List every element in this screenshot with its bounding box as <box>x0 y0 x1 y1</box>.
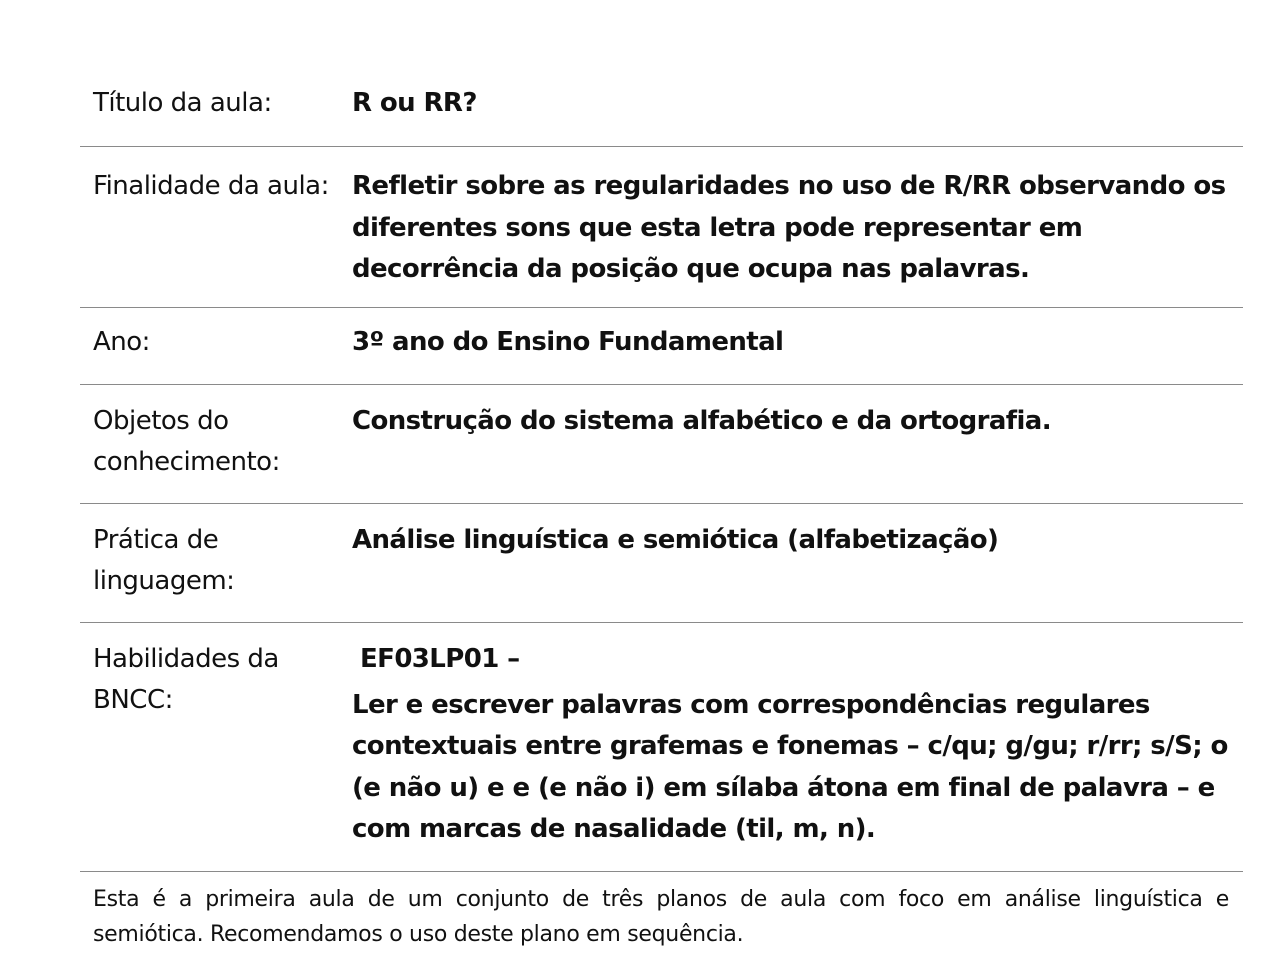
language-practice-label: Prática de linguagem: <box>93 525 235 596</box>
row-school-year <box>80 308 1243 385</box>
row-language-practice <box>80 504 1243 623</box>
school-year-value: 3º ano do Ensino Fundamental <box>352 327 784 357</box>
row-lesson-title <box>80 63 1243 147</box>
lesson-title-label: Título da aula: <box>93 88 272 118</box>
sequence-note: Esta é a primeira aula de um conjunto de três planos de aula com foco em análise linguística e semiótica. Recomendamos o uso deste plano em sequência. <box>93 887 1229 947</box>
knowledge-objects-value: Construção do sistema alfabético e da ortografia. <box>352 406 1052 436</box>
bncc-skills-label: Habilidades da BNCC: <box>93 644 279 715</box>
school-year-label: Ano: <box>93 327 150 357</box>
row-bncc-skills <box>80 623 1243 872</box>
bncc-skill-code: EF03LP01 – <box>360 644 520 674</box>
row-lesson-goal <box>80 147 1243 308</box>
lesson-info-table <box>80 63 1243 952</box>
bncc-skills-value <box>352 639 1243 871</box>
language-practice-value: Análise linguística e semiótica (alfabetização) <box>352 525 999 555</box>
bncc-skill-description: Ler e escrever palavras com correspondências regulares contextuais entre grafemas e fonemas – c/qu; g/gu; r/rr; s/S; o (e não u) e e (e não i) em sílaba átona em final de palavra – e com marcas de nasalidade (til, m, n). <box>352 689 1228 844</box>
row-knowledge-objects <box>80 385 1243 504</box>
lesson-goal-value: Refletir sobre as regularidades no uso de R/RR observando os diferentes sons que esta letra pode representar em decorrência da posição que ocupa nas palavras. <box>352 171 1226 284</box>
lesson-goal-label: Finalidade da aula: <box>93 171 329 201</box>
knowledge-objects-label: Objetos do conhecimento: <box>93 406 280 477</box>
lesson-title-value: R ou RR? <box>352 88 477 118</box>
